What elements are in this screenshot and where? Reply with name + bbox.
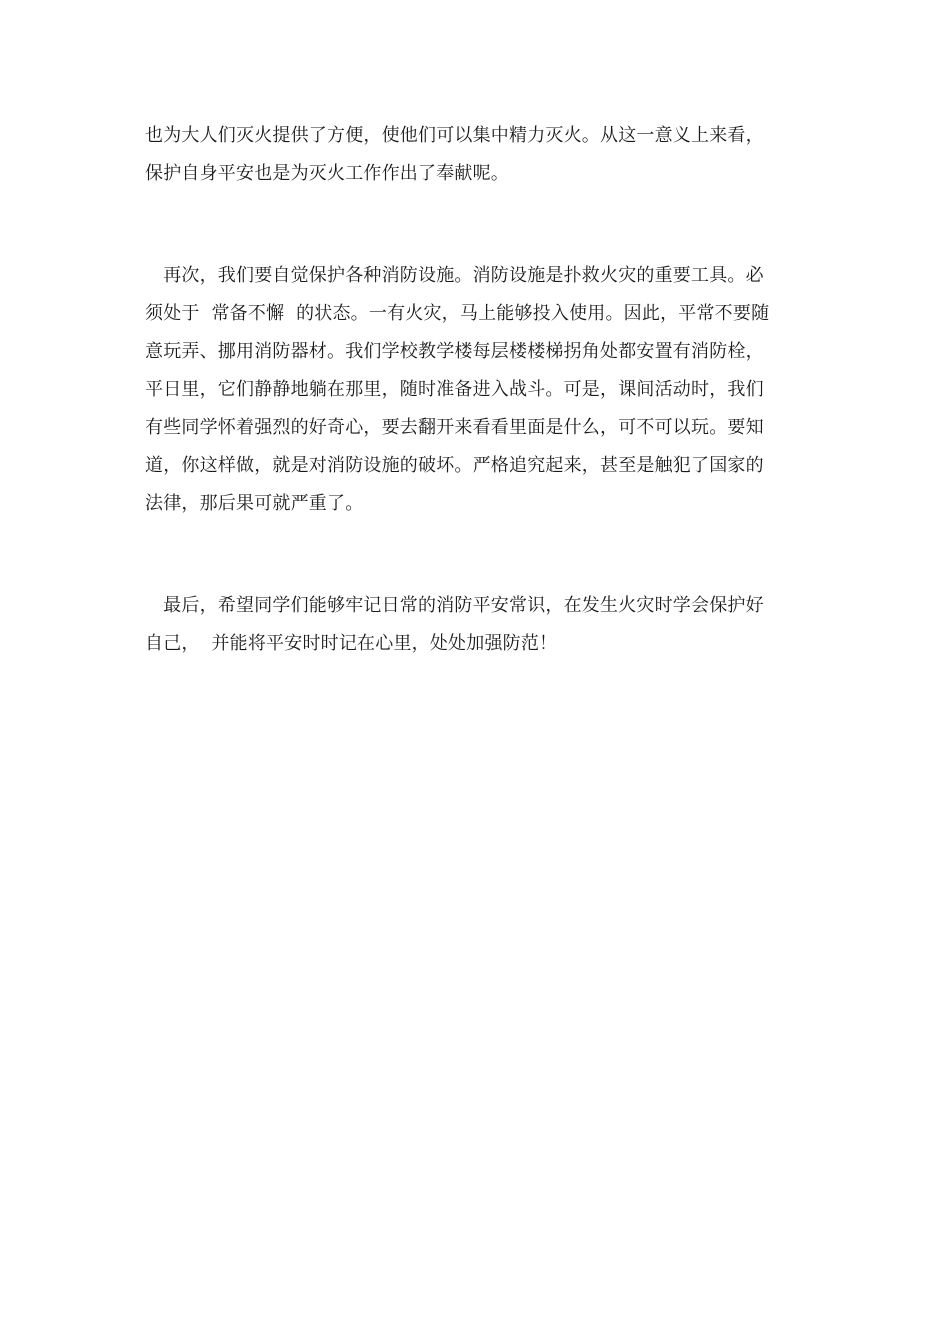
- text-line: 道，你这样做，就是对消防设施的破坏。严格追究起来，甚至是触犯了国家的: [145, 455, 764, 476]
- text-line: 自己， 并能将平安时时记在心里，处处加强防范！: [145, 633, 558, 654]
- text-line: 保护自身平安也是为灭火工作作出了奉献呢。: [145, 163, 509, 184]
- text-line: 最后，希望同学们能够牢记日常的消防平安常识，在发生火灾时学会保护好: [145, 595, 764, 616]
- text-line: 也为大人们灭火提供了方便，使他们可以集中精力灭火。从这一意义上来看，: [145, 125, 764, 146]
- text-line: 意玩弄、挪用消防器材。我们学校教学楼每层楼楼梯拐角处都安置有消防栓，: [145, 341, 764, 362]
- text-line: 平日里，它们静静地躺在那里，随时准备进入战斗。可是，课间活动时，我们: [145, 379, 764, 400]
- text-line: 须处于 常备不懈 的状态。一有火灾，马上能够投入使用。因此，平常不要随: [145, 303, 770, 324]
- text-line: 再次，我们要自觉保护各种消防设施。消防设施是扑救火灾的重要工具。必: [145, 265, 764, 286]
- text-line: 有些同学怀着强烈的好奇心，要去翻开来看看里面是什么，可不可以玩。要知: [145, 417, 764, 438]
- text-line: 法律，那后果可就严重了。: [145, 493, 364, 514]
